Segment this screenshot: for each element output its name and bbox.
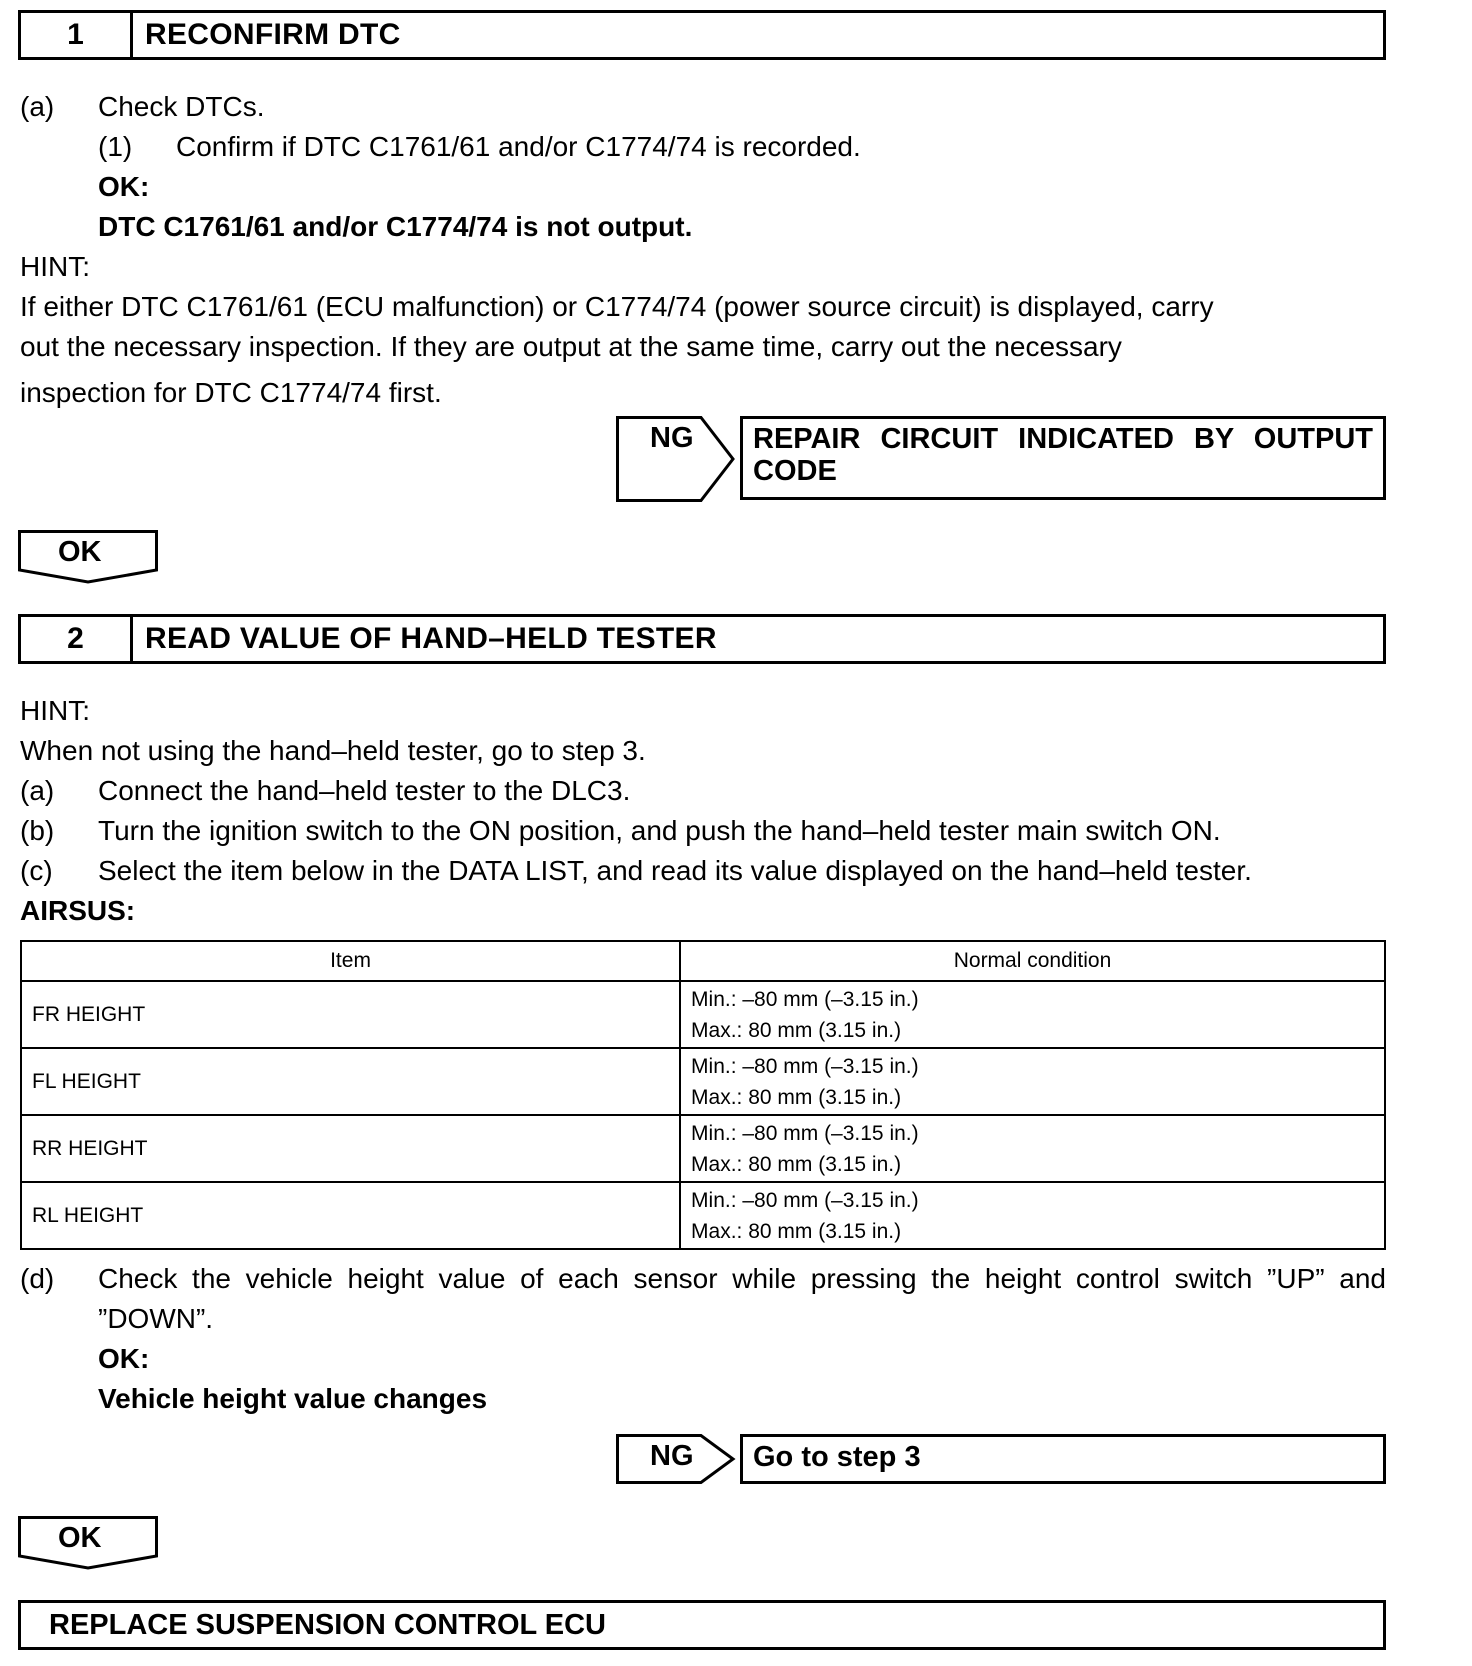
table-header-normal-condition: Normal condition (680, 941, 1385, 981)
step1-hint-label: HINT: (20, 251, 90, 282)
table-cell-condition (680, 1115, 1385, 1182)
table-cell-item: RR HEIGHT (21, 1115, 680, 1182)
condition-min: Min.: –80 mm (–3.15 in.) (691, 987, 919, 1011)
step2-ok-label: OK: (98, 1343, 150, 1374)
step2-hint-label: HINT: (20, 695, 90, 726)
condition-max: Max.: 80 mm (3.15 in.) (691, 1219, 902, 1243)
step1-sub1-label: (1) (98, 131, 133, 162)
step2-ng-tag (616, 1434, 736, 1484)
table-row (21, 1182, 1385, 1249)
table-cell-item: RL HEIGHT (21, 1182, 680, 1249)
step2-b-label: (b) (20, 815, 55, 846)
step2-ok-text: Vehicle height value changes (98, 1383, 488, 1414)
condition-min: Min.: –80 mm (–3.15 in.) (691, 1121, 919, 1145)
step2-c-label: (c) (20, 855, 53, 886)
table-cell-condition (680, 1182, 1385, 1249)
step2-d-label: (d) (20, 1263, 55, 1294)
step1-ng-action: REPAIR CIRCUIT INDICATED BY OUTPUT CODE (740, 416, 1386, 500)
step1-sub1-text: Confirm if DTC C1761/61 and/or C1774/74 is recorded. (176, 131, 861, 162)
step1-number: 1 (21, 13, 133, 57)
step1-a-label: (a) (20, 91, 55, 122)
table-header-row (21, 941, 1385, 981)
step1-hint-line3: inspection for DTC C1774/74 first. (20, 377, 442, 408)
step2-number: 2 (21, 617, 133, 661)
step1-ok-label: OK: (98, 171, 150, 202)
step1-ok-text: DTC C1761/61 and/or C1774/74 is not output. (98, 211, 693, 242)
step1-hint-line1: If either DTC C1761/61 (ECU malfunction) or C1774/74 (power source circuit) is displayed, carry (20, 291, 1214, 322)
table-title: AIRSUS: (20, 895, 136, 926)
table-cell-item: FL HEIGHT (21, 1048, 680, 1115)
step2-ng-action: Go to step 3 (740, 1434, 1386, 1484)
table-row (21, 981, 1385, 1048)
step1-title: RECONFIRM DTC (145, 18, 401, 51)
step2-hint-text: When not using the hand–held tester, go to step 3. (20, 735, 646, 766)
step2-ng-label: NG (650, 1440, 694, 1472)
table-header-item: Item (21, 941, 680, 981)
condition-max: Max.: 80 mm (3.15 in.) (691, 1018, 902, 1042)
step1-ok-button-label: OK (58, 536, 102, 568)
table-cell-item: FR HEIGHT (21, 981, 680, 1048)
final-action-title: REPLACE SUSPENSION CONTROL ECU (49, 1609, 606, 1641)
condition-max: Max.: 80 mm (3.15 in.) (691, 1152, 902, 1176)
table-cell-condition (680, 1048, 1385, 1115)
final-action-box (18, 1600, 1386, 1650)
step2-header (18, 614, 1386, 664)
step2-a-text: Connect the hand–held tester to the DLC3. (98, 775, 631, 806)
step2-a-label: (a) (20, 775, 55, 806)
step1-a-text: Check DTCs. (98, 91, 265, 122)
step1-hint-line2: out the necessary inspection. If they are output at the same time, carry out the necessary (20, 331, 1122, 362)
step2-b-text: Turn the ignition switch to the ON position, and push the hand–held tester main switch ON. (98, 815, 1221, 846)
condition-min: Min.: –80 mm (–3.15 in.) (691, 1054, 919, 1078)
step2-d-line2: ”DOWN”. (98, 1303, 214, 1334)
step2-title: READ VALUE OF HAND–HELD TESTER (145, 622, 717, 655)
table-cell-condition (680, 981, 1385, 1048)
step1-header (18, 10, 1386, 60)
step1-ok-button (18, 530, 158, 584)
step1-ng-tag (616, 416, 736, 502)
step2-ok-button-label: OK (58, 1522, 102, 1554)
condition-max: Max.: 80 mm (3.15 in.) (691, 1085, 902, 1109)
step1-ng-label: NG (650, 422, 694, 454)
table-row (21, 1115, 1385, 1182)
step2-d-line1: Check the vehicle height value of each sensor while pressing the height control switch ”UP” and (98, 1263, 1386, 1294)
step2-c-text: Select the item below in the DATA LIST, and read its value displayed on the hand–held tester. (98, 855, 1252, 886)
condition-min: Min.: –80 mm (–3.15 in.) (691, 1188, 919, 1212)
table-row (21, 1048, 1385, 1115)
data-list-table (20, 940, 1386, 1250)
step2-ok-button (18, 1516, 158, 1570)
